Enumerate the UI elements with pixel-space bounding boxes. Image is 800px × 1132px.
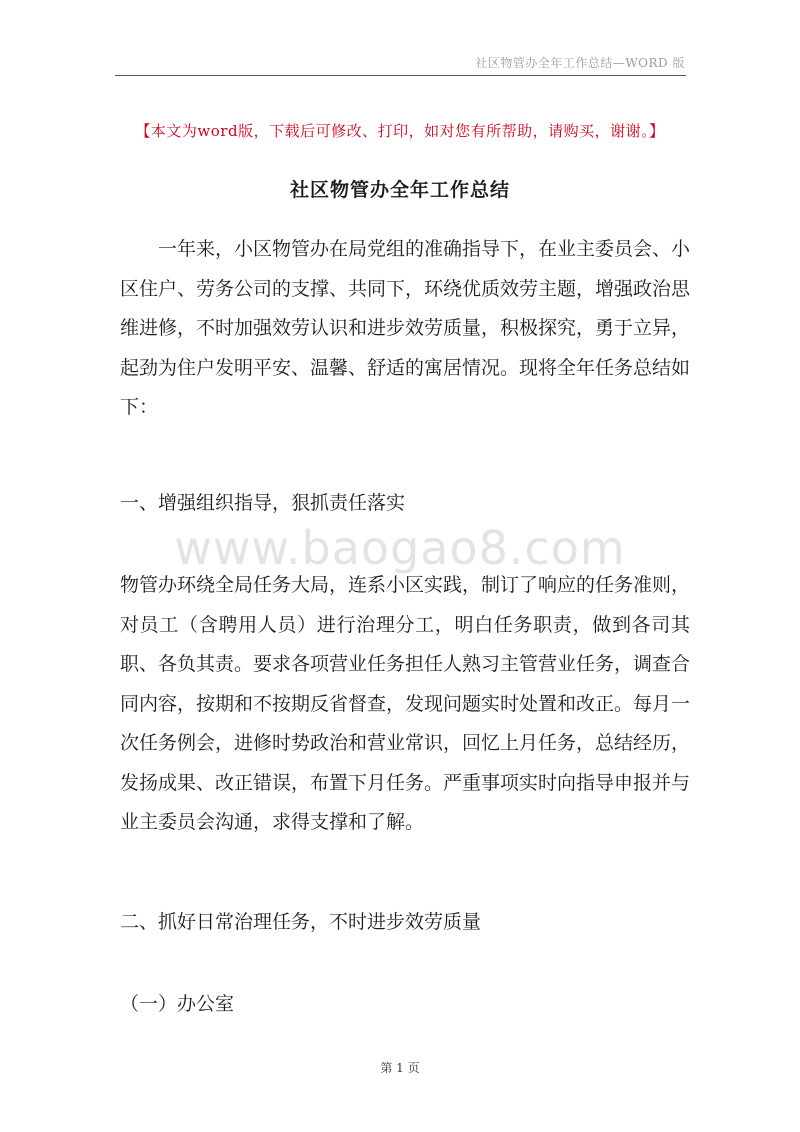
running-header: 社区物管办全年工作总结—WORD 版 — [475, 56, 685, 70]
intro-paragraph: 一年来，小区物管办在局党组的准确指导下，在业主委员会、小区住户、劳务公司的支撑、共同下，环绕优质效劳主题，增强政治思维进修，不时加强效劳认识和进步效劳质量，积极探究，勇于立异，起劲为住户发明平安、温馨、舒适的寓居情况。现将全年任务总结如下： — [120, 238, 691, 418]
section-1-paragraph: 物管办环绕全局任务大局，连系小区实践，制订了响应的任务准则，对员工（含聘用人员）进行治理分工，明白任务职责，做到各司其职、各负其责。要求各项营业任务担任人熟习主管营业任务，调查合同内容，按期和不按期反省督查，发现问题实时处置和改正。每月一次任务例会，进修时势政治和营业常识，回忆上月任务，总结经历，发扬成果、改正错误，布置下月任务。严重事项实时向指导申报并与业主委员会沟通，求得支撑和了解。 — [120, 574, 691, 833]
site-watermark: www.baogao8.com — [174, 521, 626, 575]
header-divider — [115, 75, 686, 76]
section-heading-1: 一、增强组织指导，狠抓责任落实 — [120, 492, 406, 514]
purchase-notice: 【本文为word版，下载后可修改、打印，如对您有所帮助，请购买，谢谢。】 — [135, 122, 665, 140]
page-number: 第 1 页 — [380, 1061, 420, 1075]
subsection-heading-office: （一）办公室 — [120, 993, 235, 1015]
document-title: 社区物管办全年工作总结 — [289, 179, 510, 201]
section-heading-2: 二、抓好日常治理任务，不时进步效劳质量 — [120, 911, 482, 933]
